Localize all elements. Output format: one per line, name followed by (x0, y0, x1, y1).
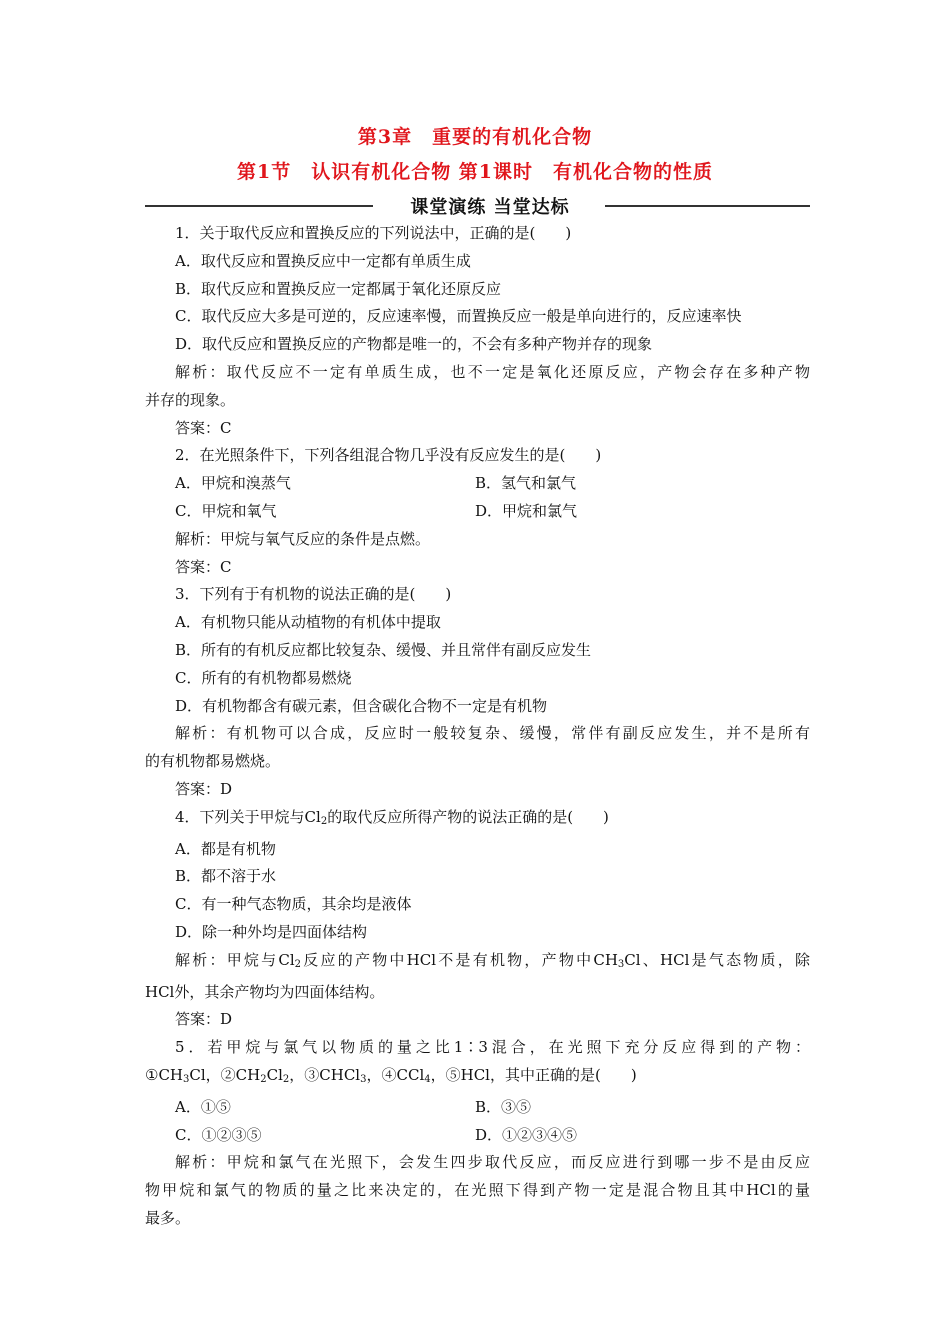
q5-option-c: C．①②③⑤ (175, 1125, 262, 1144)
question-list (145, 220, 810, 1233)
q4-explanation-line1 (145, 947, 810, 979)
q2-option-b: B．氢气和氯气 (475, 474, 577, 493)
subscript: 3 (360, 1073, 367, 1085)
q5-explanation-line1: 解析：甲烷和氯气在光照下，会发生四步取代反应，而反应进行到哪一步不是由反应 (175, 1153, 810, 1172)
q5-stem-text: Cl (266, 1065, 283, 1084)
q1-answer: 答案：C (175, 418, 232, 437)
q5-stem-text: ，⑤HCl，其中正确的是( ) (430, 1065, 637, 1084)
subscript: 2 (260, 1073, 267, 1085)
q4-stem-text: 4．下列关于甲烷与Cl (175, 807, 321, 826)
q5-option-a: A．①⑤ (175, 1097, 231, 1116)
q5-explanation-line3: 最多。 (145, 1208, 191, 1227)
q3-option-b: B．所有的有机反应都比较复杂、缓慢、并且常伴有副反应发生 (175, 640, 592, 659)
banner-rule-right (605, 205, 810, 207)
q4-option-d: D．除一种外均是四面体结构 (175, 922, 368, 941)
section-title: 第1节 认识有机化合物 第1课时 有机化合物的性质 (236, 161, 714, 183)
q2-option-c: C．甲烷和氧气 (175, 501, 277, 520)
q3-answer: 答案：D (175, 779, 233, 798)
q5-option-b: B．③⑤ (475, 1097, 532, 1116)
q1-option-d: D．取代反应和置换反应的产物都是唯一的，不会有多种产物并存的现象 (175, 335, 653, 354)
q1-option-b: B．取代反应和置换反应一定都属于氧化还原反应 (175, 279, 502, 298)
q1-option-a: A．取代反应和置换反应中一定都有单质生成 (175, 251, 471, 270)
q2-option-a: A．甲烷和溴蒸气 (175, 474, 291, 493)
q2-stem: 2．在光照条件下，下列各组混合物几乎没有反应发生的是( ) (175, 446, 602, 465)
q2-answer: 答案：C (175, 557, 232, 576)
q3-explanation-line2: 的有机物都易燃烧。 (145, 752, 281, 771)
q4-explanation-line2: HCl外，其余产物均为四面体结构。 (145, 982, 385, 1001)
q4-option-b: B．都不溶于水 (175, 867, 277, 886)
q2-options-row1 (145, 470, 810, 498)
q2-option-d: D．甲烷和氯气 (475, 501, 578, 520)
section-banner (145, 193, 810, 219)
subscript: 3 (617, 958, 625, 970)
q5-option-d: D．①②③④⑤ (475, 1125, 578, 1144)
subscript: 2 (282, 1073, 290, 1085)
q2-options-row2 (145, 498, 810, 526)
q5-stem-text: ，③CHCl (289, 1065, 361, 1084)
q5-stem-text: ①CH (145, 1065, 184, 1084)
q4-exp-text: Cl、HCl是气态物质，除 (624, 950, 810, 969)
q4-exp-text: 解析：甲烷与Cl (175, 950, 295, 969)
q2-explanation: 解析：甲烷与氧气反应的条件是点燃。 (175, 529, 431, 548)
q4-answer: 答案：D (175, 1010, 233, 1029)
subscript: 2 (320, 815, 328, 827)
chapter-title: 第3章 重要的有机化合物 (357, 126, 593, 148)
q3-explanation-line1: 解析：有机物可以合成，反应时一般较复杂、缓慢，常伴有副反应发生，并不是所有 (175, 724, 810, 743)
subscript: 4 (424, 1073, 431, 1085)
q5-options-row2 (145, 1122, 810, 1150)
q4-stem (145, 804, 810, 836)
subscript: 2 (294, 958, 302, 970)
q5-stem-text: Cl，②CH (189, 1065, 261, 1084)
q1-option-c: C．取代反应大多是可逆的，反应速率慢，而置换反应一般是单向进行的，反应速率快 (175, 307, 742, 326)
banner-rule-left (145, 205, 373, 207)
q5-stem-line2 (145, 1062, 810, 1094)
q4-option-a: A．都是有机物 (175, 839, 276, 858)
banner-text: 课堂演练 当堂达标 (410, 197, 570, 218)
subscript: 3 (183, 1073, 190, 1085)
q5-explanation-line2: 物甲烷和氯气的物质的量之比来决定的，在光照下得到产物一定是混合物且其中HCl的量 (145, 1181, 811, 1200)
q1-explanation-line2: 并存的现象。 (145, 390, 236, 409)
q3-option-c: C．所有的有机物都易燃烧 (175, 668, 352, 687)
q3-option-a: A．有机物只能从动植物的有机体中提取 (175, 613, 441, 632)
q1-stem: 1．关于取代反应和置换反应的下列说法中，正确的是( ) (175, 224, 572, 242)
q4-stem-text: 的取代反应所得产物的说法正确的是( ) (327, 807, 609, 826)
q3-option-d: D．有机物都含有碳元素，但含碳化合物不一定是有机物 (175, 696, 548, 715)
q4-option-c: C．有一种气态物质，其余均是液体 (175, 895, 412, 914)
q5-options-row1 (145, 1094, 810, 1122)
q4-exp-text: 反应的产物中HCl不是有机物，产物中CH (301, 950, 618, 969)
q5-stem-text: ，④CCl (366, 1065, 425, 1084)
q1-explanation-line1: 解析：取代反应不一定有单质生成，也不一定是氧化还原反应，产物会存在多种产物 (175, 362, 810, 381)
q3-stem: 3．下列有于有机物的说法正确的是( ) (175, 585, 452, 604)
q5-stem-line1: 5．若甲烷与氯气以物质的量之比1∶3混合，在光照下充分反应得到的产物： (175, 1038, 810, 1057)
